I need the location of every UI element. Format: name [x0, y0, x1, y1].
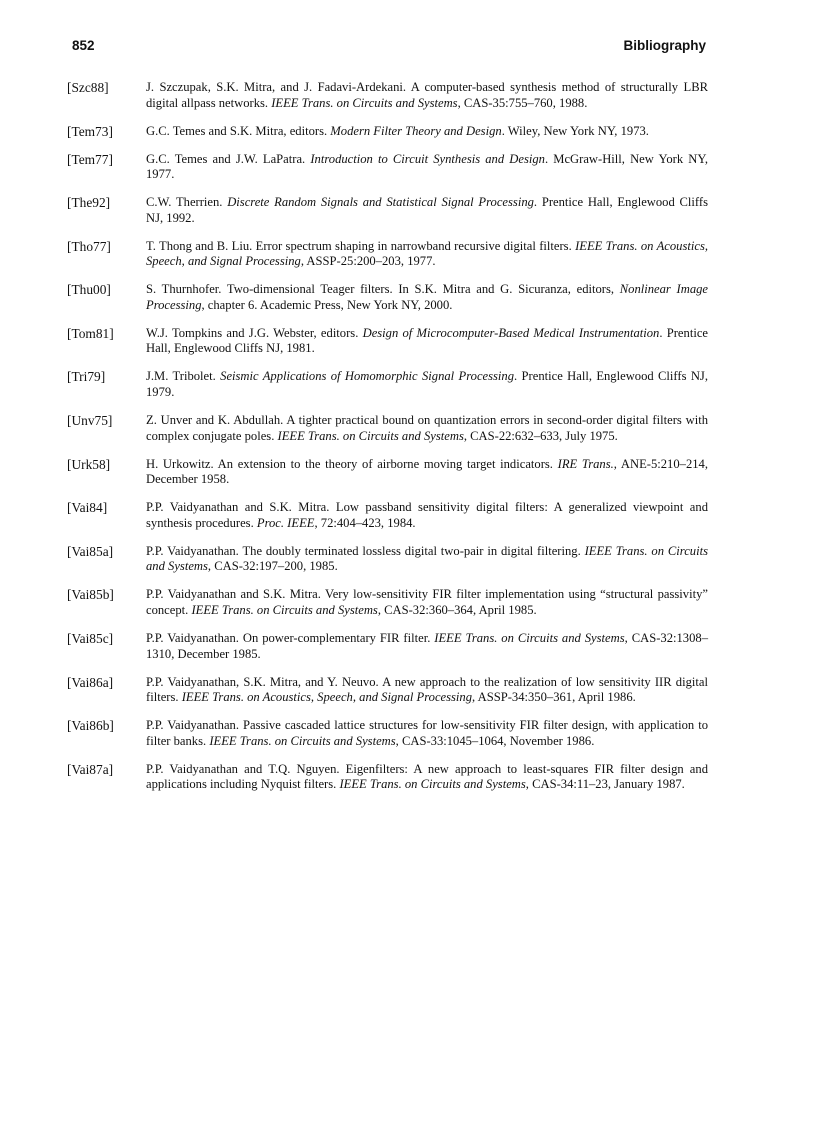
reference-entry [64, 239, 708, 270]
reference-key: [Vai87a] [67, 761, 114, 777]
reference-entry [64, 500, 708, 531]
reference-text [146, 631, 708, 662]
reference-key: [Szc88] [67, 80, 109, 95]
reference-source-title: IRE Trans. [557, 456, 614, 471]
reference-entry [64, 413, 708, 444]
reference-key: [Vai86b] [67, 718, 114, 734]
reference-key: [Tho77] [67, 238, 111, 254]
reference-source-title: Design of Microcomputer-Based Medical Instrumentation [362, 325, 660, 340]
reference-key: [Vai85c] [67, 630, 114, 646]
reference-authors-title: T. Thong and B. Liu. Error spectrum shaping in narrowband recursive digital filters. [146, 238, 576, 253]
reference-key: [Unv75] [67, 413, 113, 429]
reference-entry [64, 457, 708, 488]
reference-source-title: Proc. IEEE [256, 515, 315, 530]
reference-entry [64, 326, 708, 357]
reference-authors-title: W.J. Tompkins and J.G. Webster, editors. [146, 325, 363, 340]
running-head: Bibliography [623, 38, 706, 53]
reference-text [146, 718, 708, 749]
reference-source-title: IEEE Trans. on Acoustics, Speech, and Signal Processing [181, 690, 473, 705]
reference-publication-details: , CAS-33:1045–1064, November 1986. [395, 733, 595, 748]
reference-entry [64, 124, 708, 140]
reference-text [146, 544, 708, 575]
reference-key: [Vai84] [67, 500, 108, 516]
reference-source-title: IEEE Trans. on Circuits and Systems [434, 630, 625, 645]
reference-key: [Tem77] [67, 151, 113, 167]
reference-text [146, 457, 708, 488]
reference-key: [Urk58] [67, 456, 111, 472]
reference-publication-details: , CAS-34:11–23, January 1987. [525, 777, 685, 792]
reference-key: [Tom81] [67, 325, 114, 341]
reference-key: [The92] [67, 195, 111, 211]
reference-authors-title: P.P. Vaidyanathan and S.K. Mitra. Very low-sensitivity FIR filter implementation using “structural passivity” concept. [146, 587, 708, 617]
reference-authors-title: C.W. Therrien. [146, 195, 228, 210]
reference-text [146, 152, 708, 183]
reference-publication-details: , CAS-32:197–200, 1985. [207, 559, 338, 574]
reference-source-title: Introduction to Circuit Synthesis and Design [310, 151, 545, 166]
reference-entry [64, 152, 708, 183]
reference-text [146, 195, 708, 226]
reference-entry [64, 544, 708, 575]
reference-entry [64, 282, 708, 313]
reference-source-title: IEEE Trans. on Circuits and Systems [191, 602, 378, 617]
reference-text [146, 413, 708, 444]
bibliography-list [64, 80, 708, 805]
reference-publication-details: , chapter 6. Academic Press, New York NY, 2000. [201, 297, 453, 312]
reference-entry [64, 80, 708, 111]
reference-text [146, 124, 708, 140]
reference-source-title: IEEE Trans. on Circuits and Systems [277, 428, 464, 443]
reference-text [146, 239, 708, 270]
reference-publication-details: , CAS-32:360–364, April 1985. [377, 602, 537, 617]
reference-source-title: Modern Filter Theory and Design [330, 123, 502, 138]
reference-source-title: Seismic Applications of Homomorphic Signal Processing [220, 369, 515, 384]
reference-text [146, 326, 708, 357]
page-header [72, 38, 706, 60]
reference-source-title: IEEE Trans. on Acoustics, Speech, and Signal Processing [146, 238, 708, 269]
reference-publication-details: . Prentice Hall, Englewood Cliffs NJ, 1992. [146, 195, 708, 225]
reference-authors-title: P.P. Vaidyanathan, S.K. Mitra, and Y. Neuvo. A new approach to the realization of low sensitivity IIR digital filters. [146, 674, 708, 705]
reference-text [146, 369, 708, 400]
reference-authors-title: G.C. Temes and S.K. Mitra, editors. [146, 123, 331, 138]
reference-authors-title: J.M. Tribolet. [146, 369, 221, 384]
reference-entry [64, 369, 708, 400]
reference-publication-details: . Prentice Hall, Englewood Cliffs NJ, 1981. [146, 325, 708, 356]
reference-authors-title: P.P. Vaidyanathan. On power-complementary FIR filter. [146, 630, 435, 645]
reference-publication-details: , ANE-5:210–214, December 1958. [146, 456, 708, 487]
reference-publication-details: . Wiley, New York NY, 1973. [501, 123, 649, 138]
reference-source-title: Nonlinear Image Processing [146, 282, 708, 312]
reference-publication-details: , CAS-35:755–760, 1988. [457, 95, 588, 110]
reference-text [146, 675, 708, 706]
reference-key: [Vai85a] [67, 543, 114, 559]
reference-key: [Thu00] [67, 282, 111, 298]
reference-authors-title: P.P. Vaidyanathan and S.K. Mitra. Low passband sensitivity digital filters: A generalized viewpoint and synthesis procedures. [146, 500, 708, 530]
reference-authors-title: Z. Unver and K. Abdullah. A tighter practical bound on quantization errors in second-order digital filters with complex conjugate poles. [146, 413, 708, 443]
reference-publication-details: , ASSP-34:350–361, April 1986. [472, 690, 636, 705]
reference-source-title: IEEE Trans. on Circuits and Systems [271, 95, 458, 110]
reference-key: [Vai86a] [67, 674, 114, 690]
reference-publication-details: . McGraw-Hill, New York NY, 1977. [146, 151, 708, 182]
reference-authors-title: P.P. Vaidyanathan. The doubly terminated lossless digital two-pair in digital filtering. [146, 543, 585, 558]
reference-authors-title: S. Thurnhofer. Two-dimensional Teager filters. In S.K. Mitra and G. Sicuranza, editors, [146, 282, 620, 297]
reference-source-title: IEEE Trans. on Circuits and Systems [339, 777, 526, 792]
reference-text [146, 282, 708, 313]
reference-publication-details: . Prentice Hall, Englewood Cliffs NJ, 1979. [146, 369, 708, 400]
reference-publication-details: , 72:404–423, 1984. [314, 515, 416, 530]
reference-entry [64, 587, 708, 618]
reference-publication-details: , CAS-32:1308–1310, December 1985. [146, 630, 708, 661]
reference-text [146, 80, 708, 111]
reference-entry [64, 718, 708, 749]
reference-entry [64, 762, 708, 793]
page-number: 852 [72, 38, 95, 53]
reference-source-title: Discrete Random Signals and Statistical Signal Processing [227, 195, 534, 210]
reference-key: [Tem73] [67, 123, 113, 139]
reference-publication-details: , CAS-22:632–633, July 1975. [463, 428, 618, 443]
reference-text [146, 587, 708, 618]
reference-entry [64, 631, 708, 662]
reference-source-title: IEEE Trans. on Circuits and Systems [209, 733, 396, 748]
reference-text [146, 500, 708, 531]
reference-source-title: IEEE Trans. on Circuits and Systems [146, 543, 708, 574]
reference-key: [Vai85b] [67, 587, 114, 603]
reference-authors-title: H. Urkowitz. An extension to the theory of airborne moving target indicators. [146, 456, 558, 471]
reference-authors-title: G.C. Temes and J.W. LaPatra. [146, 151, 311, 166]
reference-entry [64, 675, 708, 706]
reference-publication-details: , ASSP-25:200–203, 1977. [300, 254, 436, 269]
reference-authors-title: P.P. Vaidyanathan and T.Q. Nguyen. Eigenfilters: A new approach to least-squares FIR filter design and applications including Nyquist filters. [146, 761, 708, 792]
reference-authors-title: J. Szczupak, S.K. Mitra, and J. Fadavi-Ardekani. A computer-based synthesis method of structurally LBR digital allpass networks. [146, 80, 708, 110]
reference-text [146, 762, 708, 793]
reference-entry [64, 195, 708, 226]
reference-authors-title: P.P. Vaidyanathan. Passive cascaded lattice structures for low-sensitivity FIR filter design, with application to filter banks. [146, 718, 708, 748]
reference-key: [Tri79] [67, 369, 106, 385]
